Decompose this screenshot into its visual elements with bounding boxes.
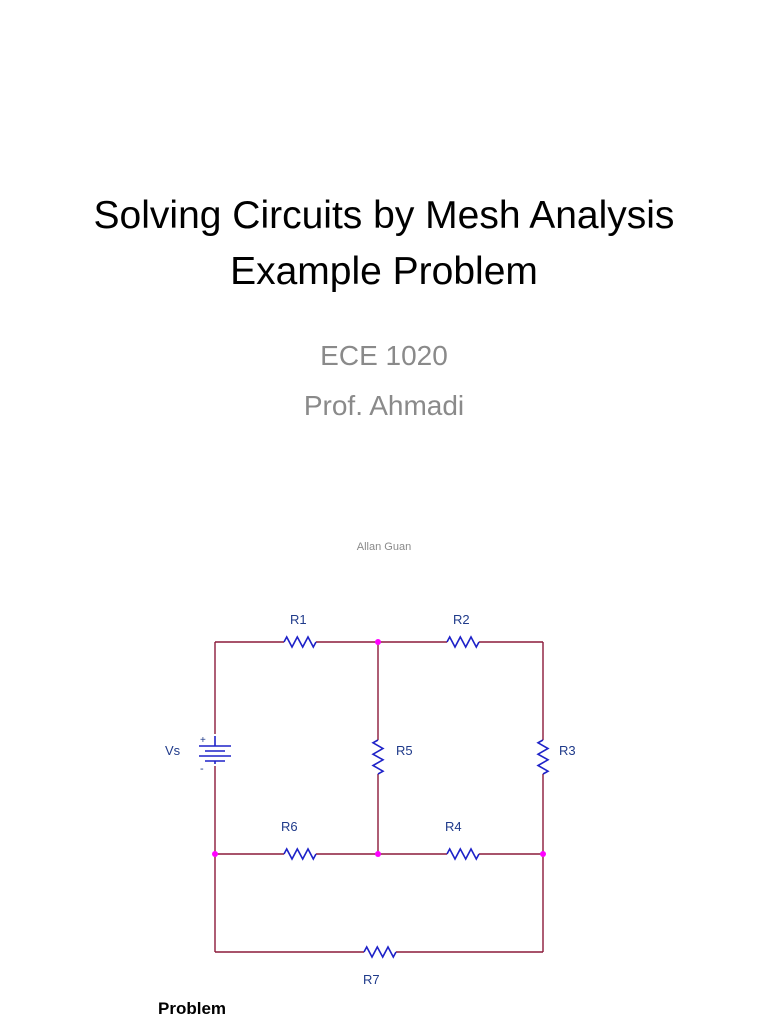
label-plus: + [200,735,206,746]
professor-name: Prof. Ahmadi [303,390,465,421]
label-r6: R6 [281,819,298,834]
label-r3: R3 [559,743,576,758]
label-vs: Vs [165,743,181,758]
title-line-1: Solving Circuits by Mesh Analysis [93,194,675,237]
label-minus: - [200,763,204,775]
label-r5: R5 [396,743,413,758]
label-r1: R1 [290,612,307,627]
slide-title [0,188,768,300]
footer-label: Problem [158,999,227,1018]
slide-subtitle [0,331,768,431]
node [375,851,381,857]
course-code: ECE 1020 [320,340,448,371]
label-r4: R4 [445,819,462,834]
label-r2: R2 [453,612,470,627]
node [212,851,218,857]
circuit-diagram [0,600,768,1000]
node [540,851,546,857]
circuit-wires [215,642,543,952]
node [375,639,381,645]
title-line-2: Example Problem [230,250,538,293]
label-r7: R7 [363,972,380,987]
author-name: Allan Guan [356,541,412,553]
